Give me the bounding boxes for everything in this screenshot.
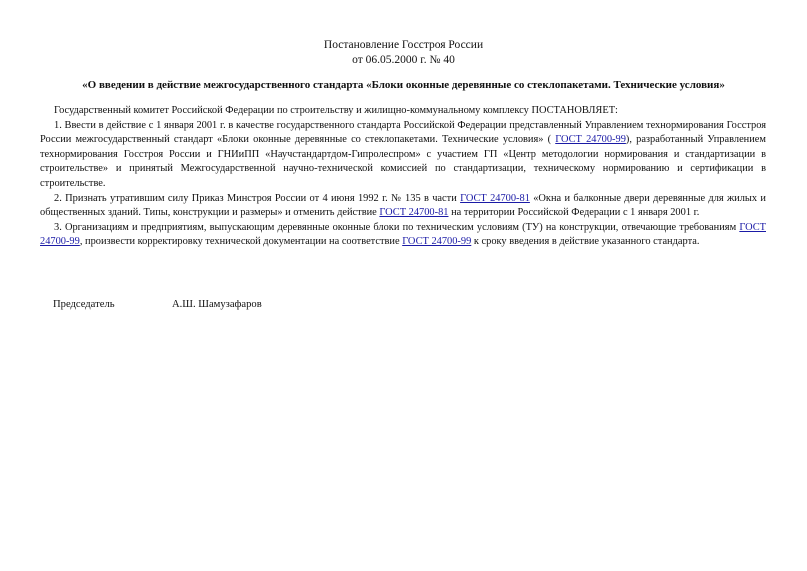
gost-24700-81-link[interactable]: ГОСТ 24700-81 <box>460 192 530 204</box>
document-title: Постановление Госстроя России <box>323 39 484 51</box>
item-3-text-middle: , произвести корректировку технической документации на соответствие <box>79 236 403 248</box>
signature-name: А.Ш. Шамузафаров <box>172 299 262 310</box>
document-body <box>40 104 766 250</box>
item-2-text-before: 2. Признать утратившим силу Приказ Минстроя России от 4 июня 1992 г. № 135 в части <box>54 192 461 204</box>
item-3-text-before: 3. Организациям и предприятиям, выпускающим деревянные оконные блоки по техническим условиям (ТУ) на конструкции, отвечающие требованиям <box>54 221 740 233</box>
signature-title: Председатель <box>53 299 115 310</box>
item-2-text-middle: «Окна и балконные двери деревянные для жилых и общественных зданий. Типы, конструкции и размеры» и отменить действие <box>40 192 766 219</box>
document-date-number: от 06.05.2000 г. № 40 <box>352 54 455 66</box>
item-3-text-after: к сроку введения в действие указанного стандарта. <box>471 236 700 248</box>
gost-24700-99-link[interactable]: ГОСТ 24700-99 <box>555 134 626 146</box>
item-1-text-before: 1. Ввести в действие с 1 января 2001 г. в качестве государственного стандарта Российской Федерации представленный Управлением технормирования Госстроя России межгосударственный стандарт «Блоки оконные деревянные со стеклопакетами. Технические условия» ( <box>40 119 766 146</box>
item-1-text-after: ), разработанный Управлением технормирования Госстроя России и ГНИиПП «Научстандартдом-Гипролеспром» с участием ГП «Центр методологии нормирования и стандартизации в строительстве» и принятый Межгосударственной научно-технической комиссией по стандартизации, техническому нормированию и сертификации в строительстве. <box>40 134 766 189</box>
gost-24700-99-link[interactable]: ГОСТ 24700-99 <box>402 236 472 248</box>
gost-24700-81-link[interactable]: ГОСТ 24700-81 <box>379 207 449 219</box>
gost-24700-99-link[interactable]: ГОСТ 24700-99 <box>40 221 766 248</box>
item-2-paragraph <box>40 192 766 221</box>
item-2-text-after: на территории Российской Федерации с 1 января 2001 г. <box>448 207 700 219</box>
item-3-paragraph <box>40 221 766 250</box>
intro-paragraph: Государственный комитет Российской Федерации по строительству и жилищно-коммунальному комплексу ПОСТАНОВЛЯЕТ: <box>54 105 618 116</box>
document-subject: «О введении в действие межгосударственного стандарта «Блоки оконные деревянные со стеклопакетами. Технические условия» <box>82 79 725 91</box>
item-1-paragraph <box>40 119 766 192</box>
